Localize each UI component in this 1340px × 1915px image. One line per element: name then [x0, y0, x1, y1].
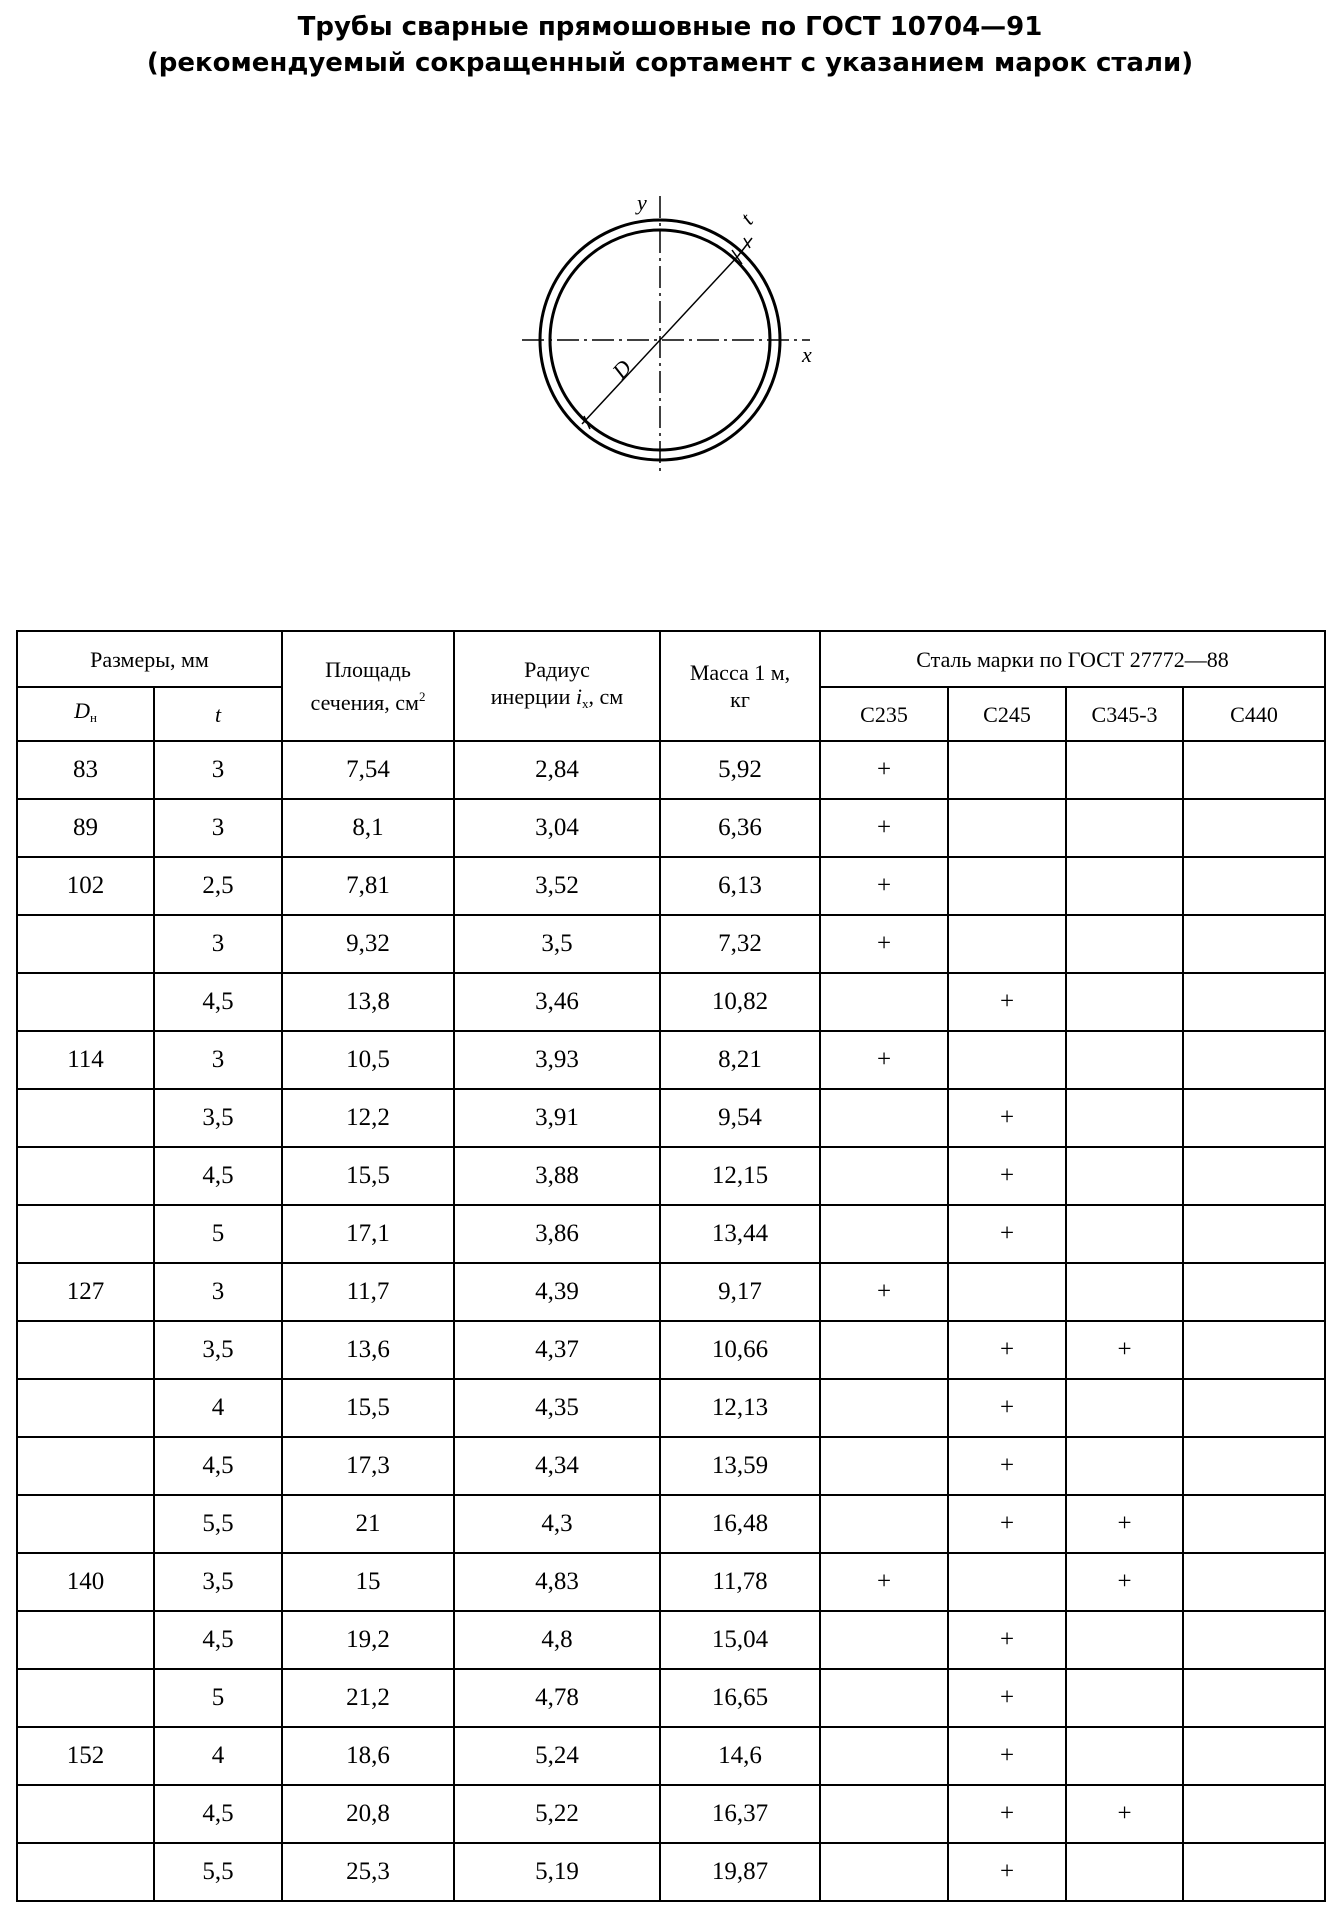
table-row: [17, 741, 1325, 799]
cell-t: 5: [154, 1205, 282, 1263]
cell-c245: [948, 915, 1066, 973]
cell-area: 20,8: [282, 1785, 454, 1843]
cell-c245: [948, 1263, 1066, 1321]
cell-area: 12,2: [282, 1089, 454, 1147]
table-row: [17, 1205, 1325, 1263]
table-row: [17, 1669, 1325, 1727]
cell-c245: [948, 1031, 1066, 1089]
cell-radius: 3,52: [454, 857, 660, 915]
cell-radius: 4,78: [454, 1669, 660, 1727]
cell-c245: [948, 1553, 1066, 1611]
cell-c235: [820, 1785, 948, 1843]
cell-mass: 6,36: [660, 799, 820, 857]
cell-c440: [1183, 1611, 1325, 1669]
cell-c345: [1066, 915, 1183, 973]
cell-c235: [820, 1727, 948, 1785]
cell-c235: [820, 1379, 948, 1437]
cell-dn: [17, 1437, 154, 1495]
cell-c235: [820, 1611, 948, 1669]
cell-c235: +: [820, 915, 948, 973]
cell-c235: [820, 1437, 948, 1495]
cell-c345: [1066, 1669, 1183, 1727]
cell-mass: 14,6: [660, 1727, 820, 1785]
cell-c440: [1183, 1089, 1325, 1147]
table-row: [17, 799, 1325, 857]
cell-c345: [1066, 1263, 1183, 1321]
cell-c235: [820, 1843, 948, 1901]
cell-c245: +: [948, 1205, 1066, 1263]
cell-radius: 4,83: [454, 1553, 660, 1611]
pipe-assortment-table: [16, 630, 1326, 1902]
cell-area: 15,5: [282, 1379, 454, 1437]
cell-c345: [1066, 741, 1183, 799]
cell-mass: 12,13: [660, 1379, 820, 1437]
cell-t: 2,5: [154, 857, 282, 915]
cell-mass: 16,37: [660, 1785, 820, 1843]
cell-t: 3,5: [154, 1553, 282, 1611]
cell-c245: +: [948, 1321, 1066, 1379]
table-row: [17, 1727, 1325, 1785]
cell-t: 5: [154, 1669, 282, 1727]
cell-dn: [17, 915, 154, 973]
table-row: [17, 1031, 1325, 1089]
cell-c235: +: [820, 1031, 948, 1089]
cell-c440: [1183, 1147, 1325, 1205]
cell-c245: +: [948, 1147, 1066, 1205]
header-c245: С245: [948, 687, 1066, 741]
cell-mass: 19,87: [660, 1843, 820, 1901]
cell-dn: [17, 973, 154, 1031]
header-dn: $D_н$: [17, 687, 154, 741]
cell-c345: [1066, 1205, 1183, 1263]
cell-area: 25,3: [282, 1843, 454, 1901]
cell-c245: [948, 857, 1066, 915]
cell-dn: [17, 1089, 154, 1147]
cell-area: 11,7: [282, 1263, 454, 1321]
label-x: x: [802, 342, 812, 367]
cell-area: 7,81: [282, 857, 454, 915]
cell-dn: [17, 1495, 154, 1553]
cell-t: 3: [154, 1031, 282, 1089]
cell-c235: +: [820, 741, 948, 799]
page-subtitle: (рекомендуемый сокращенный сортамент с указанием марок стали): [146, 48, 1194, 78]
cell-radius: 3,91: [454, 1089, 660, 1147]
cell-c440: [1183, 1205, 1325, 1263]
cell-dn: 83: [17, 741, 154, 799]
label-d: D: [607, 354, 637, 384]
cell-c235: [820, 1669, 948, 1727]
cell-area: 8,1: [282, 799, 454, 857]
cell-mass: 9,17: [660, 1263, 820, 1321]
cell-c235: [820, 1147, 948, 1205]
cell-radius: 2,84: [454, 741, 660, 799]
cell-radius: 3,5: [454, 915, 660, 973]
cell-area: 21: [282, 1495, 454, 1553]
cell-dn: [17, 1321, 154, 1379]
cell-area: 9,32: [282, 915, 454, 973]
cell-area: 17,1: [282, 1205, 454, 1263]
cell-t: 5,5: [154, 1495, 282, 1553]
table-row: [17, 1611, 1325, 1669]
cell-mass: 10,82: [660, 973, 820, 1031]
cell-c235: +: [820, 1263, 948, 1321]
cell-c235: [820, 1495, 948, 1553]
table-row: [17, 1089, 1325, 1147]
cell-mass: 16,65: [660, 1669, 820, 1727]
cell-mass: 13,59: [660, 1437, 820, 1495]
cell-t: 4,5: [154, 1611, 282, 1669]
table-row: [17, 1785, 1325, 1843]
cell-c345: [1066, 973, 1183, 1031]
cell-radius: 4,34: [454, 1437, 660, 1495]
page-title: Трубы сварные прямошовные по ГОСТ 10704—91: [297, 12, 1043, 42]
table-row: [17, 857, 1325, 915]
cell-t: 4,5: [154, 1437, 282, 1495]
cell-c440: [1183, 1437, 1325, 1495]
cell-c345: +: [1066, 1553, 1183, 1611]
pipe-section-diagram: [510, 180, 830, 480]
cell-radius: 3,46: [454, 973, 660, 1031]
cell-radius: 4,37: [454, 1321, 660, 1379]
cell-c440: [1183, 1785, 1325, 1843]
cell-c235: +: [820, 799, 948, 857]
cell-area: 7,54: [282, 741, 454, 799]
cell-dn: 114: [17, 1031, 154, 1089]
cell-c345: [1066, 857, 1183, 915]
header-area: Площадь сечения, $см^2$: [282, 631, 454, 741]
table-row: [17, 1495, 1325, 1553]
cell-area: 15,5: [282, 1147, 454, 1205]
table-row: [17, 1379, 1325, 1437]
cell-mass: 15,04: [660, 1611, 820, 1669]
cell-mass: 6,13: [660, 857, 820, 915]
table-row: [17, 1553, 1325, 1611]
cell-c440: [1183, 1321, 1325, 1379]
cell-t: 3: [154, 915, 282, 973]
cell-dn: [17, 1843, 154, 1901]
cell-c440: [1183, 799, 1325, 857]
cell-t: 4,5: [154, 1785, 282, 1843]
cell-t: 4,5: [154, 1147, 282, 1205]
header-c440: С440: [1183, 687, 1325, 741]
cell-mass: 13,44: [660, 1205, 820, 1263]
cell-t: 3: [154, 799, 282, 857]
cell-c440: [1183, 1553, 1325, 1611]
cell-c440: [1183, 915, 1325, 973]
header-radius: Радиус инерции $i_x$, см: [454, 631, 660, 741]
label-y: y: [637, 190, 647, 215]
table-row: [17, 1437, 1325, 1495]
cell-c245: +: [948, 1611, 1066, 1669]
cell-c345: +: [1066, 1495, 1183, 1553]
table-row: [17, 1263, 1325, 1321]
header-c235: С235: [820, 687, 948, 741]
cell-dn: [17, 1147, 154, 1205]
cell-dn: [17, 1669, 154, 1727]
cell-c345: [1066, 1611, 1183, 1669]
cell-mass: 10,66: [660, 1321, 820, 1379]
cell-c440: [1183, 741, 1325, 799]
cell-c440: [1183, 1843, 1325, 1901]
cell-c345: [1066, 1147, 1183, 1205]
cell-c345: [1066, 1089, 1183, 1147]
cell-c235: +: [820, 1553, 948, 1611]
cell-mass: 11,78: [660, 1553, 820, 1611]
cell-c245: [948, 741, 1066, 799]
cell-radius: 4,35: [454, 1379, 660, 1437]
cell-radius: 3,88: [454, 1147, 660, 1205]
table-row: [17, 973, 1325, 1031]
cell-c440: [1183, 1727, 1325, 1785]
cell-dn: [17, 1785, 154, 1843]
cell-mass: 12,15: [660, 1147, 820, 1205]
cell-radius: 5,22: [454, 1785, 660, 1843]
cell-dn: 127: [17, 1263, 154, 1321]
cell-c345: [1066, 1437, 1183, 1495]
cell-c440: [1183, 1031, 1325, 1089]
cell-t: 5,5: [154, 1843, 282, 1901]
cell-area: 18,6: [282, 1727, 454, 1785]
cell-c440: [1183, 973, 1325, 1031]
cell-radius: 5,24: [454, 1727, 660, 1785]
cell-c345: [1066, 1379, 1183, 1437]
cell-c345: [1066, 799, 1183, 857]
cell-c235: +: [820, 857, 948, 915]
cell-dn: 89: [17, 799, 154, 857]
cell-dn: [17, 1205, 154, 1263]
label-t: t: [735, 208, 758, 230]
cell-c245: +: [948, 1437, 1066, 1495]
cell-area: 10,5: [282, 1031, 454, 1089]
cell-mass: 7,32: [660, 915, 820, 973]
cell-c235: [820, 973, 948, 1031]
cell-t: 4,5: [154, 973, 282, 1031]
cell-c245: +: [948, 973, 1066, 1031]
cell-c245: [948, 799, 1066, 857]
cell-radius: 3,93: [454, 1031, 660, 1089]
cell-dn: 140: [17, 1553, 154, 1611]
header-mass: Масса 1 м, кг: [660, 631, 820, 741]
cell-radius: 4,8: [454, 1611, 660, 1669]
cell-t: 3: [154, 741, 282, 799]
cell-c235: [820, 1089, 948, 1147]
cell-dn: [17, 1379, 154, 1437]
cell-c245: +: [948, 1727, 1066, 1785]
cell-c345: [1066, 1727, 1183, 1785]
cell-mass: 9,54: [660, 1089, 820, 1147]
header-steel-grade: Сталь марки по ГОСТ 27772—88: [820, 631, 1325, 687]
cell-c440: [1183, 1669, 1325, 1727]
cell-area: 21,2: [282, 1669, 454, 1727]
cell-c235: [820, 1205, 948, 1263]
table-row: [17, 915, 1325, 973]
header-sizes: Размеры, мм: [17, 631, 282, 687]
cell-radius: 5,19: [454, 1843, 660, 1901]
cell-area: 13,6: [282, 1321, 454, 1379]
cell-c440: [1183, 1379, 1325, 1437]
cell-c245: +: [948, 1379, 1066, 1437]
cell-c245: +: [948, 1785, 1066, 1843]
cell-t: 3,5: [154, 1321, 282, 1379]
cell-c440: [1183, 1263, 1325, 1321]
cell-c245: +: [948, 1669, 1066, 1727]
cell-c235: [820, 1321, 948, 1379]
cell-radius: 3,04: [454, 799, 660, 857]
header-t: t: [154, 687, 282, 741]
cell-radius: 4,3: [454, 1495, 660, 1553]
cell-t: 3: [154, 1263, 282, 1321]
table-row: [17, 1321, 1325, 1379]
cell-mass: 5,92: [660, 741, 820, 799]
cell-area: 13,8: [282, 973, 454, 1031]
table-row: [17, 1147, 1325, 1205]
cell-mass: 8,21: [660, 1031, 820, 1089]
cell-c245: +: [948, 1089, 1066, 1147]
table-row: [17, 1843, 1325, 1901]
cell-c440: [1183, 1495, 1325, 1553]
cell-c245: +: [948, 1843, 1066, 1901]
cell-c440: [1183, 857, 1325, 915]
cell-radius: 3,86: [454, 1205, 660, 1263]
cell-c345: [1066, 1031, 1183, 1089]
cell-area: 19,2: [282, 1611, 454, 1669]
cell-c345: +: [1066, 1321, 1183, 1379]
cell-c345: +: [1066, 1785, 1183, 1843]
cell-dn: 152: [17, 1727, 154, 1785]
cell-mass: 16,48: [660, 1495, 820, 1553]
cell-area: 17,3: [282, 1437, 454, 1495]
cell-t: 4: [154, 1379, 282, 1437]
cell-t: 3,5: [154, 1089, 282, 1147]
cell-dn: 102: [17, 857, 154, 915]
cell-c245: +: [948, 1495, 1066, 1553]
cell-dn: [17, 1611, 154, 1669]
cell-t: 4: [154, 1727, 282, 1785]
cell-radius: 4,39: [454, 1263, 660, 1321]
cell-area: 15: [282, 1553, 454, 1611]
header-c345: С345-3: [1066, 687, 1183, 741]
cell-c345: [1066, 1843, 1183, 1901]
